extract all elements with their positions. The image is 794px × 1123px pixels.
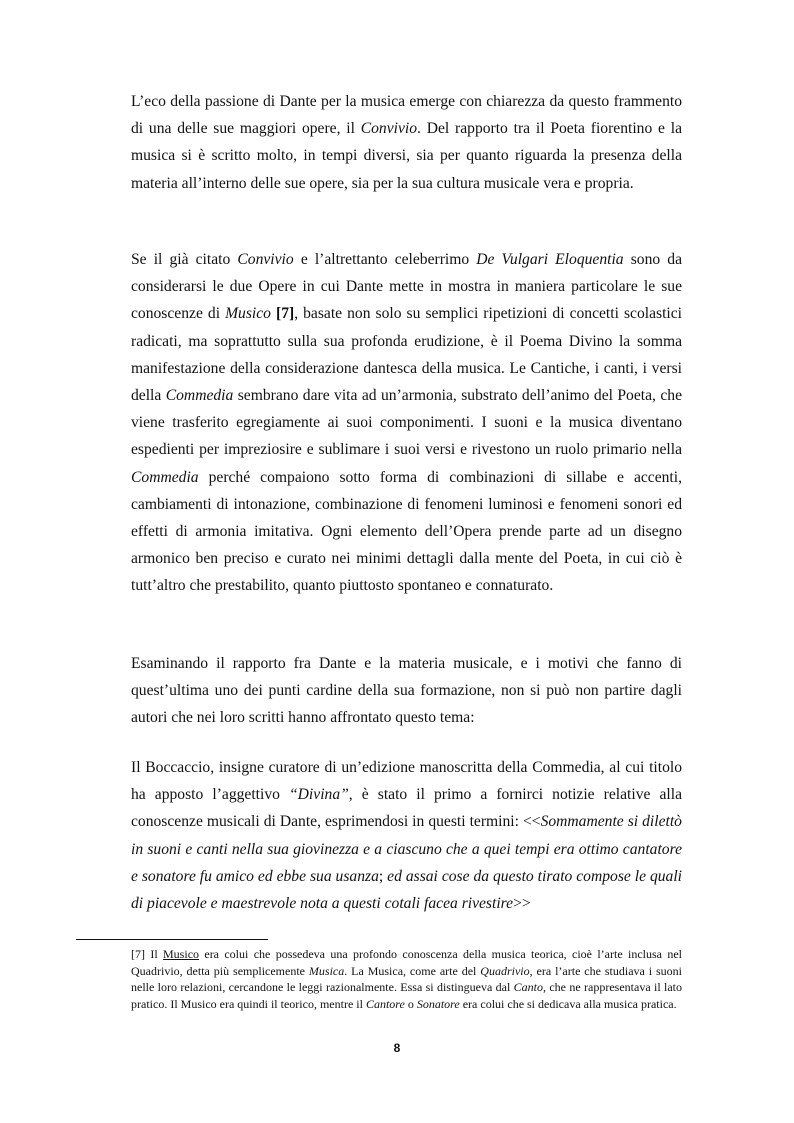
term-canto: Canto: [513, 980, 543, 995]
text-run: era colui che possedeva una profondo conoscenza della musica teorica, cioè l’arte inclusa nel Quadrivio, detta più semplicemente: [131, 947, 682, 978]
text-run: o: [404, 996, 417, 1011]
text-run: , basate non solo su semplici ripetizioni di concetti scolastici radicati, ma soprattutto sulla sua profonda erudizione, è il Poema Divino la somma manifestazione della considerazione dantesca della musica. Le Cantiche, i canti, i versi della: [131, 305, 682, 405]
boccaccio-quote: ed assai cose da questo tirato compose le quali di piacevole e maestrevole nota a questi cotali facea rivestire: [131, 867, 683, 913]
text-run: . La Musica, come arte del: [344, 963, 481, 978]
work-title-convivio: Convivio: [360, 120, 418, 138]
term-quadrivio: Quadrivio: [480, 963, 530, 978]
paragraph-1: [131, 88, 682, 197]
footnote-separator: [76, 939, 268, 940]
term-musico: Musico: [225, 305, 271, 323]
text-run: , che ne rappresentava il lato pratico. Il Musico era quindi il teorico, mentre il: [131, 980, 682, 1011]
boccaccio-quote: Sommamente si dilettò in suoni e canti nella sua giovinezza e a ciascuno che a quei tempi era ottimo cantatore e sonatore fu amico ed ebbe sua usanza: [131, 813, 682, 885]
text-run: , era l’arte che studiava i suoni nelle loro relazioni, cercandone le leggi razionalmente. Essa si distingueva dal: [131, 963, 682, 995]
text-run: perché compaiono sotto forma di combinazioni di sillabe e accenti, cambiamenti di intonazione, combinazione di fenomeni luminosi e fenomeni sonori ed effetti di armonia imitativa. Ogni elemento dell’Opera prende parte ad un disegno armonico ben preciso e curato nei minimi dettagli dalla mente del Poeta, in cui ciò è tutt’altro che prestabilito, quanto piuttosto spontaneo e connaturato.: [131, 468, 682, 595]
work-title-commedia: Commedia: [165, 387, 234, 405]
paragraph-3: [131, 650, 682, 732]
term-cantore: Cantore: [365, 996, 405, 1011]
text-run: sono da considerarsi le due Opere in cui Dante mette in mostra in maniera particolare le sue conoscenze di: [131, 251, 682, 323]
text-run: ;: [378, 867, 388, 885]
term-musico: Musico: [163, 947, 200, 961]
text-run: Il Boccaccio, insigne curatore di un’edizione manoscritta della Commedia, al cui titolo ha apposto l’aggettivo: [131, 759, 682, 804]
work-title-convivio: Convivio: [237, 251, 294, 268]
work-title-de-vulgari-eloquentia: De Vulgari Eloquentia: [476, 251, 624, 268]
text-run: , è stato il primo a fornirci notizie relative alla conoscenze musicali di Dante, esprimendosi in questi termini: <<: [131, 786, 682, 831]
paragraph-2: [131, 246, 682, 600]
term-musica: Musica: [308, 963, 345, 978]
text-run: e l’altrettanto celeberrimo: [293, 251, 477, 268]
text-run: [7] Il: [131, 947, 164, 961]
text-run: >>: [513, 895, 531, 913]
adjective-divina: “Divina”: [289, 786, 349, 804]
work-title-commedia: Commedia: [131, 468, 199, 486]
paragraph-4: [131, 754, 682, 917]
footnote-reference[interactable]: [7]: [276, 305, 295, 323]
text-run: era colui che si dedicava alla musica pratica.: [459, 996, 677, 1011]
text-run: sembrano dare vita ad un’armonia, substrato dell’animo del Poeta, che viene trasferito egregiamente ai suoi componimenti. I suoni e la musica diventano espedienti per impreziosire e sublimare i suoi versi e rivestono un ruolo primario nella: [131, 387, 682, 459]
text-run: Se il già citato: [131, 251, 238, 268]
text-run: Esaminando il rapporto fra Dante e la materia musicale, e i motivi che fanno di quest’ultima uno dei punti cardine della sua formazione, non si può non partire dagli autori che nei loro scritti hanno affrontato questo tema:: [131, 655, 682, 727]
footnote-7: [131, 946, 682, 1012]
term-sonatore: Sonatore: [416, 996, 460, 1011]
text-run: L’eco della passione di Dante per la musica emerge con chiarezza da questo frammento di una delle sue maggiori opere, il: [131, 93, 682, 138]
page-number: 8: [393, 1041, 401, 1055]
text-run: . Del rapporto tra il Poeta fiorentino e la musica si è scritto molto, in tempi diversi, sia per quanto riguarda la presenza della materia all’interno delle sue opere, sia per la sua cultura musicale vera e propria.: [131, 120, 682, 192]
